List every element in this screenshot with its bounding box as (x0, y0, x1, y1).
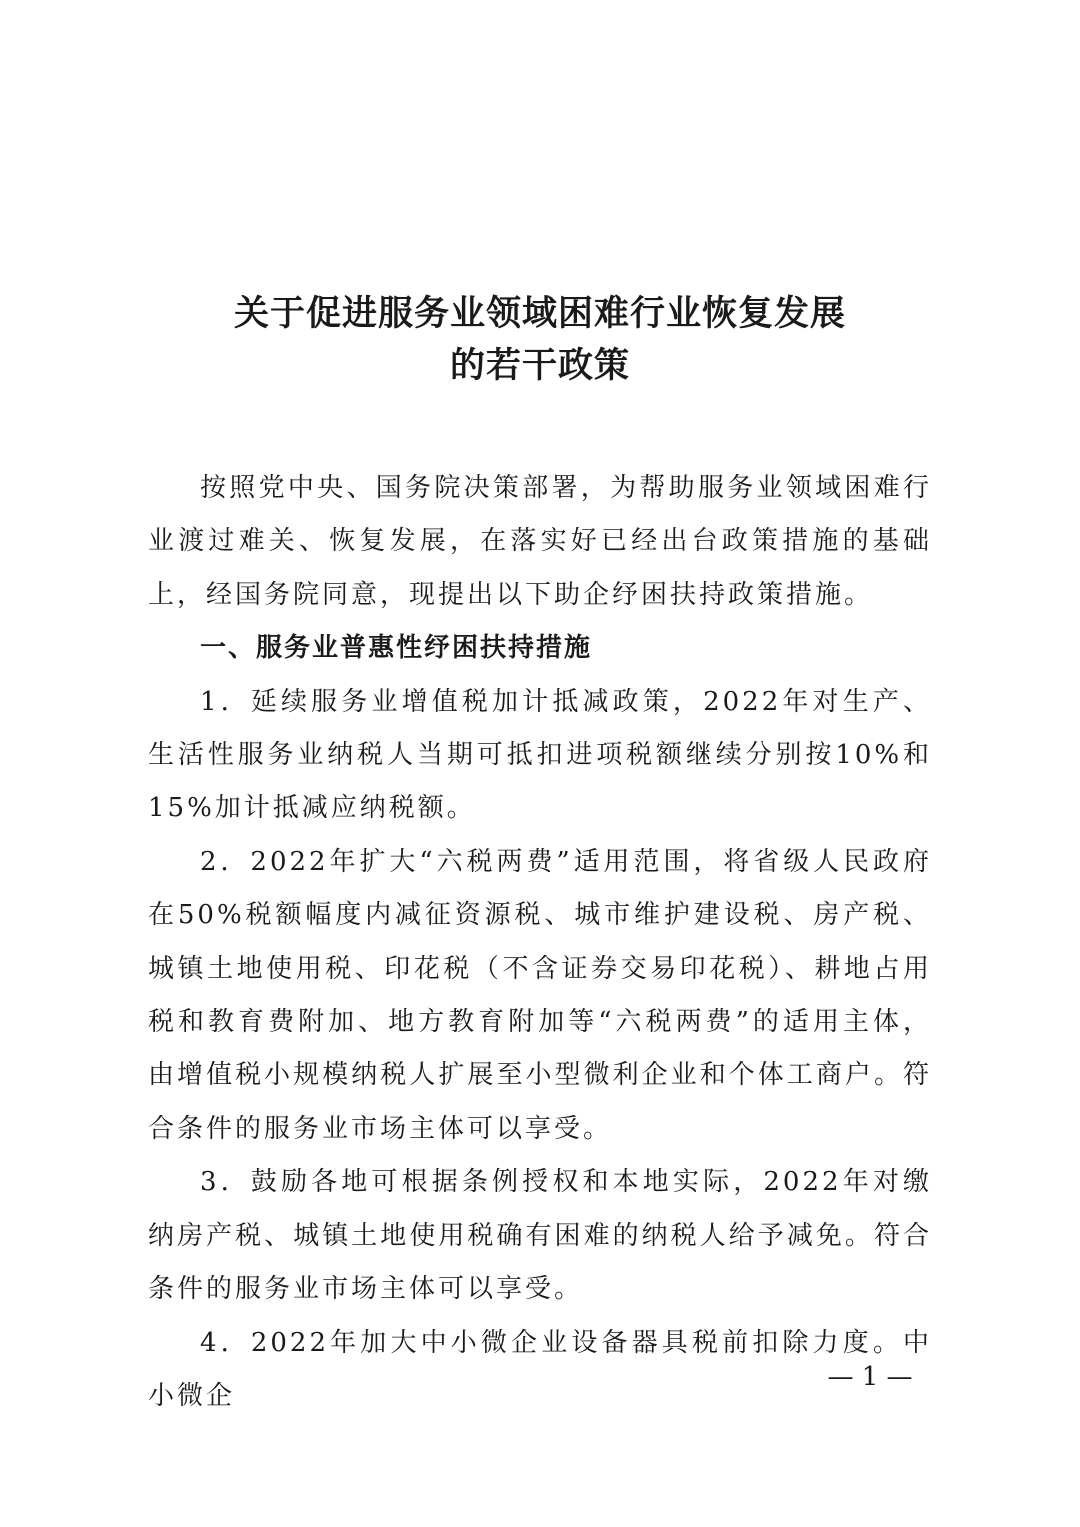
section-heading: 一、服务业普惠性纾困扶持措施 (200, 633, 593, 664)
intro-paragraph: 按照党中央、国务院决策部署，为帮助服务业领域困难行业渡过难关、恢复发展，在落实好已经出台政策措施的基础上，经国务院同意，现提出以下助企纾困扶持政策措施。 (148, 473, 932, 610)
measure-paragraph-2: 2．2022年扩大“六税两费”适用范围，将省级人民政府在50%税额幅度内减征资源税、城市维护建设税、房产税、城镇土地使用税、印花税（不含证券交易印花税）、耕地占用税和教育费附加、地方教育附加等“六税两费”的适用主体，由增值税小规模纳税人扩展至小型微利企业和个体工商户。符合条件的服务业市场主体可以享受。 (148, 846, 932, 1144)
measure-paragraph-4: 4．2022年加大中小微企业设备器具税前扣除力度。中小微企 (148, 1327, 932, 1411)
page-number: — 1 — (827, 1362, 913, 1392)
document-body (148, 462, 932, 1423)
measure-paragraph-3: 3．鼓励各地可根据条例授权和本地实际，2022年对缴纳房产税、城镇土地使用税确有困难的纳税人给予减免。符合条件的服务业市场主体可以享受。 (148, 1167, 932, 1305)
measure-paragraph-1: 1．延续服务业增值税加计抵减政策，2022年对生产、生活性服务业纳税人当期可抵扣进项税额继续分别按10%和15%加计抵减应纳税额。 (148, 686, 932, 824)
document-title-line-1: 关于促进服务业领域困难行业恢复发展 (233, 293, 846, 334)
document-title-line-2: 的若干政策 (449, 345, 630, 386)
